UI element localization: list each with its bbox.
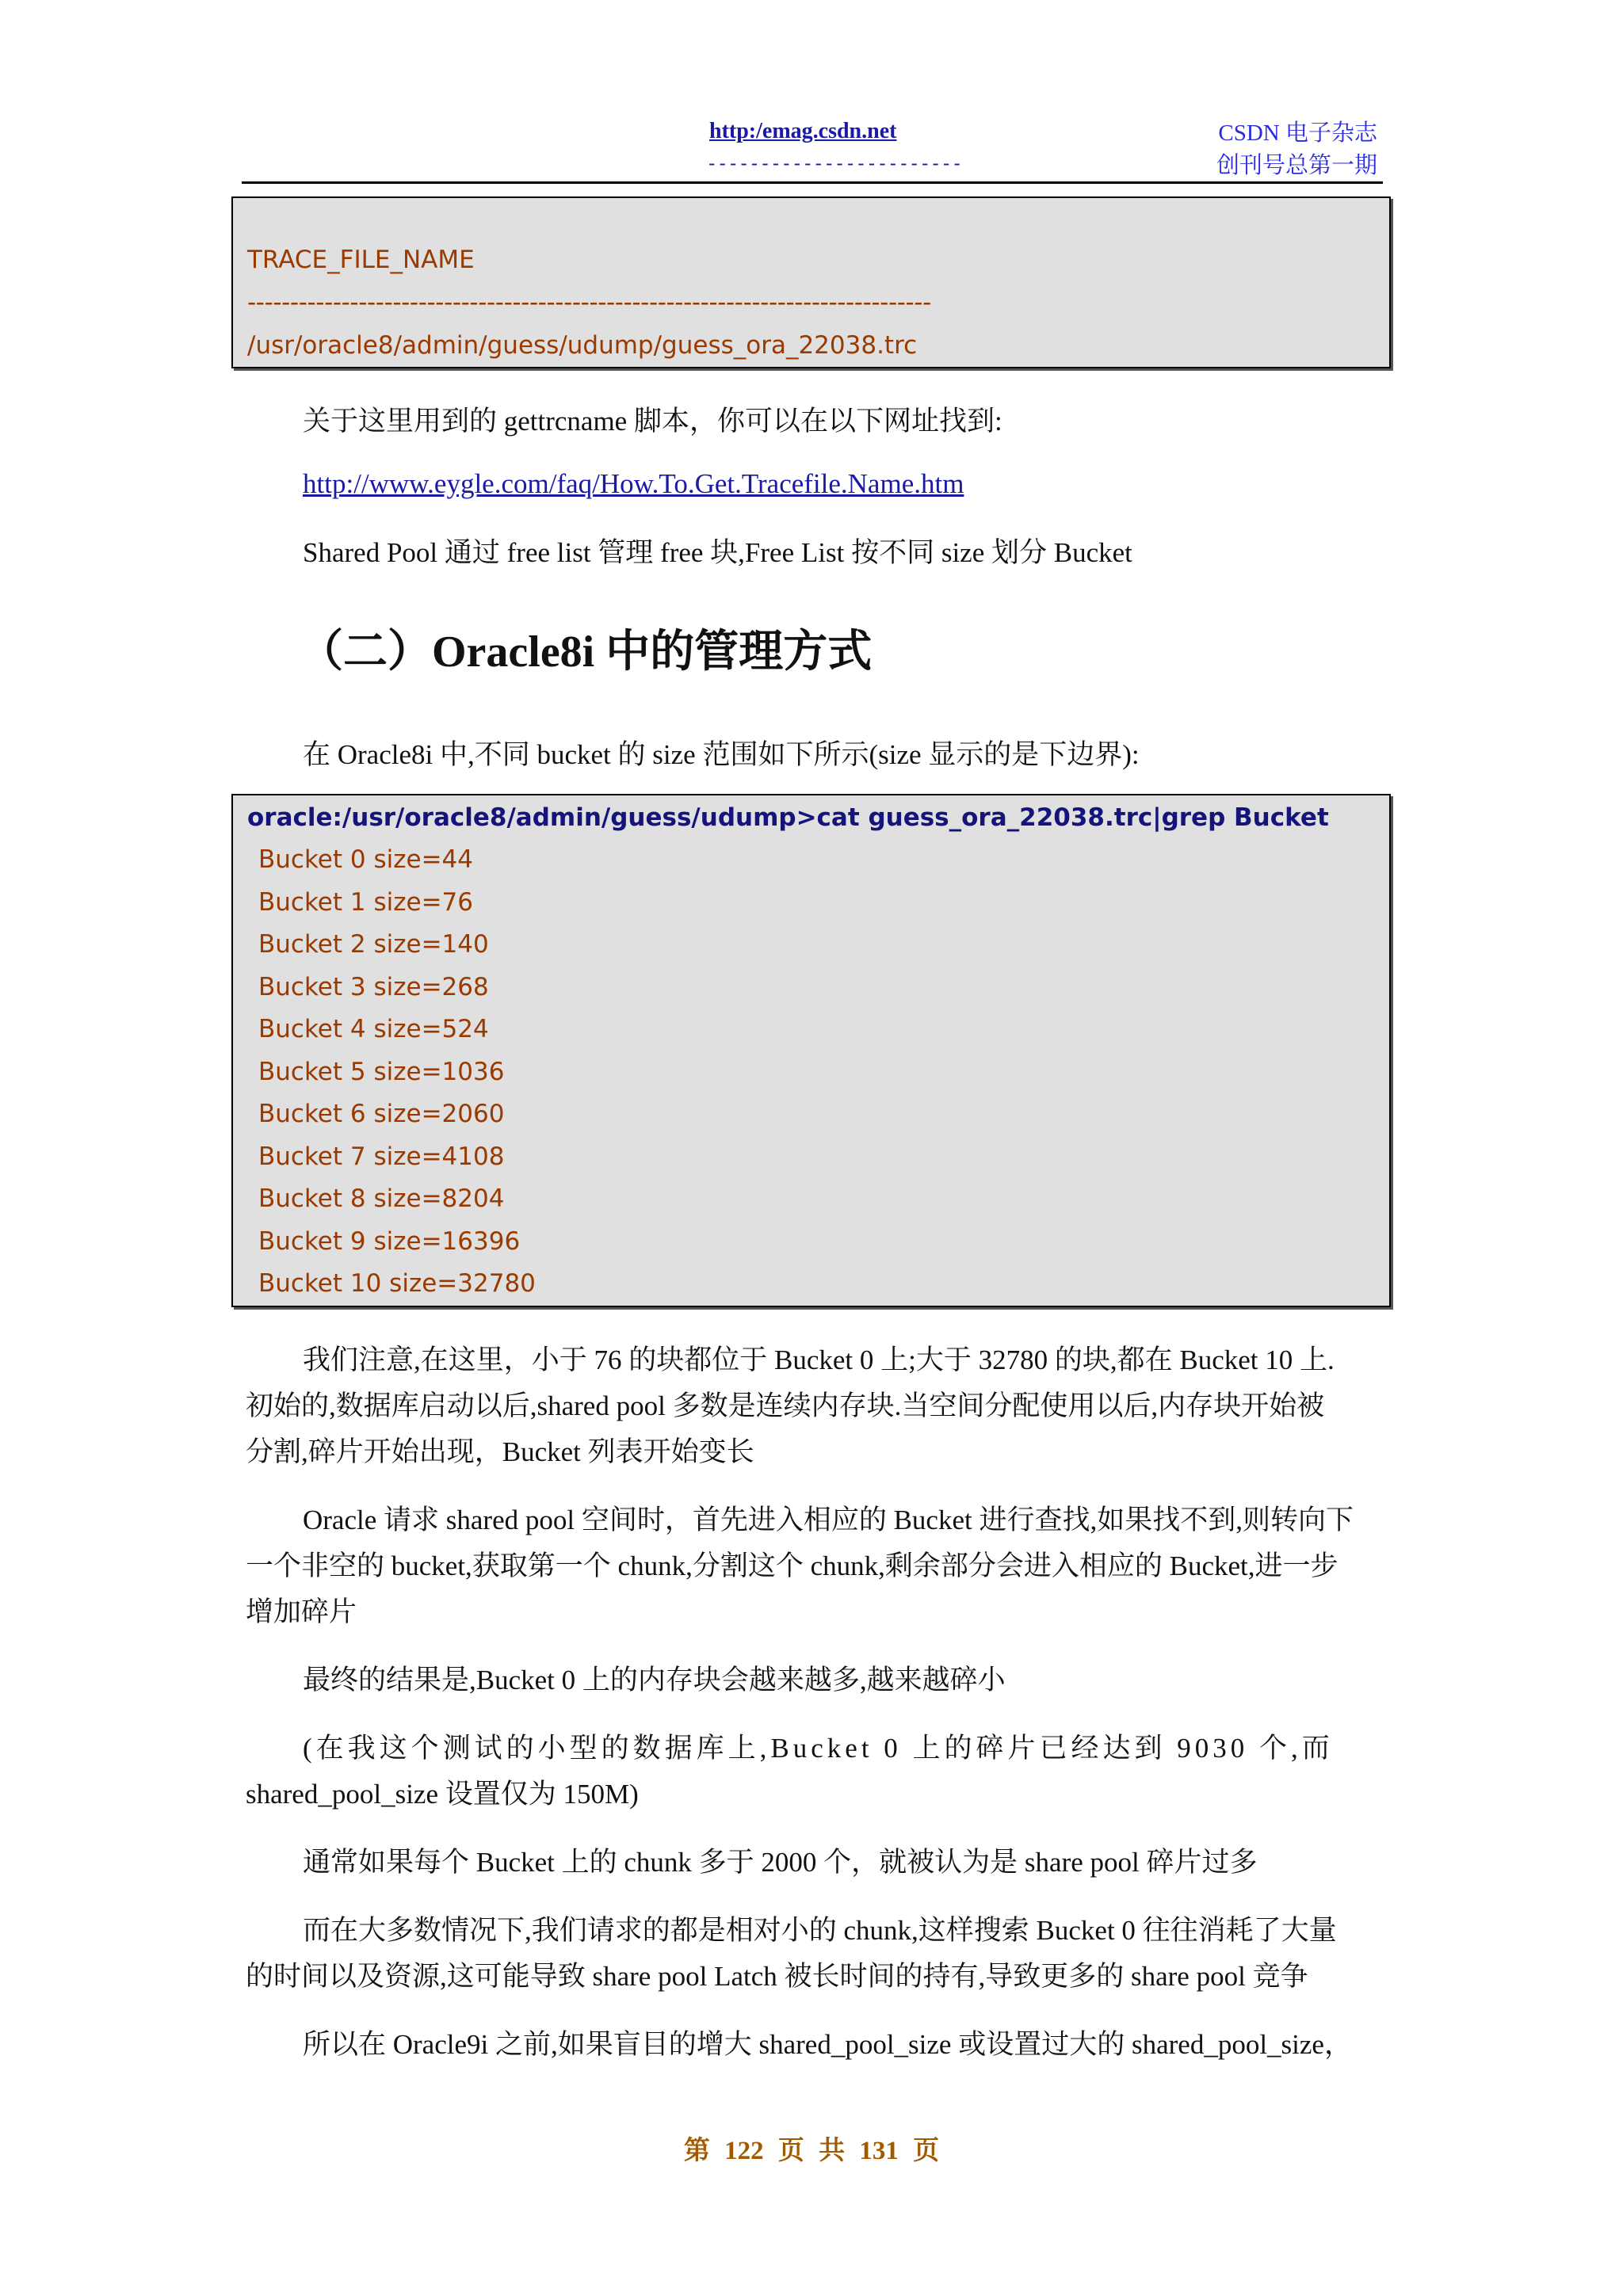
code-box-buckets [231,794,1391,1307]
paragraph-line: 而在大多数情况下,我们请求的都是相对小的 chunk,这样搜索 Bucket 0 往往消耗了大量 [303,1915,1337,1946]
bucket-line: Bucket 1 size=76 [258,888,473,917]
bucket-line: Bucket 5 size=1036 [258,1058,505,1086]
paragraph-8i: 在 Oracle8i 中,不同 bucket 的 size 范围如下所示(size 显示的是下边界): [303,739,1140,770]
bucket-line: Bucket 0 size=44 [258,845,473,874]
paragraph-intro: 关于这里用到的 gettrcname 脚本，你可以在以下网址找到: [303,406,1002,437]
magazine-title: CSDN 电子杂志 [1218,120,1377,146]
bucket-line: Bucket 7 size=4108 [258,1142,505,1171]
code-line: -------------------------------------------------------------------------------- [247,288,931,317]
header-url-link[interactable]: http:/emag.csdn.net [709,119,897,143]
code-box-trace [231,196,1391,368]
bucket-line: Bucket 2 size=140 [258,930,489,959]
section-heading: （二）Oracle8i 中的管理方式 [299,627,873,677]
paragraph-line: 我们注意,在这里，小于 76 的块都位于 Bucket 0 上;大于 32780 的块,都在 Bucket 10 上. [303,1344,1335,1375]
paragraph-line: 最终的结果是,Bucket 0 上的内存块会越来越多,越来越碎小 [303,1665,1006,1695]
paragraph-shared-pool: Shared Pool 通过 free list 管理 free 块,Free List 按不同 size 划分 Bucket [303,537,1132,568]
paragraph-line: shared_pool_size 设置仅为 150M) [246,1779,639,1810]
header-dashes: ------------------------ [706,152,962,174]
bucket-line: Bucket 10 size=32780 [258,1269,536,1298]
paragraph-line: 的时间以及资源,这可能导致 share pool Latch 被长时间的持有,导致更多的 share pool 竞争 [246,1961,1308,1992]
paragraph-line: 增加碎片 [246,1596,357,1627]
paragraph-line: (在我这个测试的小型的数据库上,Bucket 0 上的碎片已经达到 9030 个,而 [303,1733,1334,1764]
page-footer: 第 122 页 共 131 页 [683,2137,940,2165]
code-line: TRACE_FILE_NAME [247,246,475,274]
paragraph-line: 一个非空的 bucket,获取第一个 chunk,分割这个 chunk,剩余部分会进入相应的 Bucket,进一步 [246,1550,1338,1581]
paragraph-line: 初始的,数据库启动以后,shared pool 多数是连续内存块.当空间分配使用以后,内存块开始被 [246,1390,1325,1421]
bucket-line: Bucket 3 size=268 [258,973,489,1001]
tracefile-link[interactable]: http://www.eygle.com/faq/How.To.Get.Tracefile.Name.htm [303,468,964,499]
magazine-issue: 创刊号总第一期 [1216,153,1377,178]
code-command: oracle:/usr/oracle8/admin/guess/udump>cat guess_ora_22038.trc|grep Bucket [247,803,1329,832]
paragraph-line: 通常如果每个 Bucket 上的 chunk 多于 2000 个，就被认为是 share pool 碎片过多 [303,1847,1258,1878]
bucket-line: Bucket 9 size=16396 [258,1227,521,1256]
bucket-line: Bucket 6 size=2060 [258,1100,505,1128]
code-line: /usr/oracle8/admin/guess/udump/guess_ora_22038.trc [247,331,918,360]
header-rule [242,181,1383,184]
bucket-line: Bucket 4 size=524 [258,1015,489,1043]
paragraph-line: 所以在 Oracle9i 之前,如果盲目的增大 shared_pool_size 或设置过大的 shared_pool_size， [303,2029,1352,2060]
header-magazine [1216,117,1377,182]
paragraph-line: Oracle 请求 shared pool 空间时，首先进入相应的 Bucket 进行查找,如果找不到,则转向下 [303,1505,1354,1535]
paragraph-line: 分割,碎片开始出现，Bucket 列表开始变长 [246,1436,754,1467]
bucket-line: Bucket 8 size=8204 [258,1184,505,1213]
